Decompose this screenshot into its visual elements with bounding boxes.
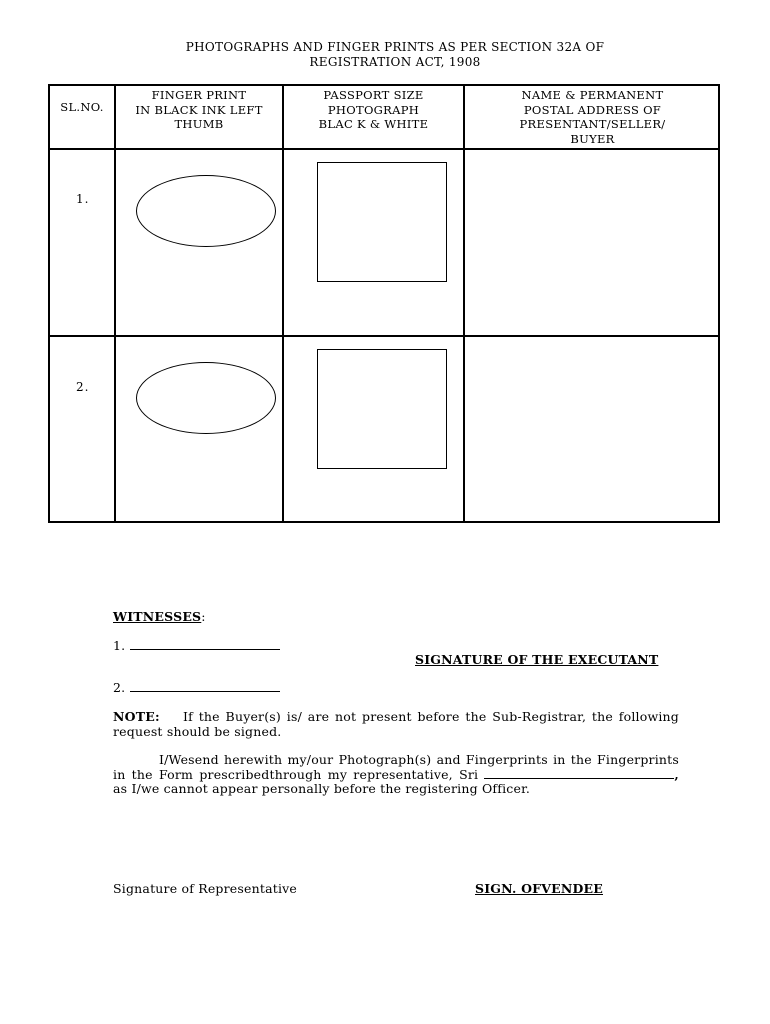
witness-2-line [130, 691, 280, 692]
note-paragraph [113, 710, 679, 739]
header-photo: PASSPORT SIZE PHOTOGRAPH BLAC K & WHITE [318, 88, 429, 131]
witness-1-number: 1. [113, 638, 126, 653]
request-text-2: as I/we cannot appear personally before the registering Officer. [113, 781, 531, 796]
witness-1 [113, 638, 280, 653]
row-divider [50, 148, 718, 150]
request-comma: , [674, 766, 679, 782]
header-slno: SL.NO. [60, 100, 104, 114]
column-divider [463, 86, 465, 521]
header-fingerprint: FINGER PRINT IN BLACK INK LEFT THUMB [135, 88, 263, 131]
photo-box-1 [317, 162, 447, 282]
request-paragraph [113, 753, 679, 797]
fingerprint-photo-table [48, 84, 720, 523]
witness-1-line [130, 649, 280, 650]
vendee-signature: SIGN. OFVENDEE [475, 881, 603, 896]
row-2-slno: 2. [76, 380, 90, 394]
header-name-address: NAME & PERMANENT POSTAL ADDRESS OF PRESENTANT/SELLER/ BUYER [519, 88, 666, 146]
signature-executant: SIGNATURE OF THE EXECUTANT [415, 652, 659, 667]
document-title [90, 40, 700, 70]
row-1-slno: 1. [76, 192, 90, 206]
thumb-print-area-1 [136, 175, 276, 247]
photo-box-2 [317, 349, 447, 469]
note-text: If the Buyer(s) is/ are not present before the Sub-Registrar, the following request should be signed. [113, 709, 679, 739]
request-text-1: I/Wesend herewith my/our Photograph(s) and Fingerprints in the Fingerprints in the Form prescribedthrough my representative, Sri [113, 752, 679, 782]
representative-signature: Signature of Representative [113, 881, 298, 896]
column-divider [114, 86, 116, 521]
witnesses-heading [113, 609, 206, 624]
witness-2-number: 2. [113, 680, 126, 695]
row-divider [50, 335, 718, 337]
note-label: NOTE: [113, 709, 160, 724]
column-divider [282, 86, 284, 521]
representative-name-line [484, 778, 674, 779]
witnesses-colon: : [201, 609, 206, 624]
thumb-print-area-2 [136, 362, 276, 434]
witnesses-label: WITNESSES [113, 609, 202, 624]
title-line-2: REGISTRATION ACT, 1908 [309, 55, 481, 69]
witness-2 [113, 680, 280, 695]
title-line-1: PHOTOGRAPHS AND FINGER PRINTS AS PER SECTION 32A OF [185, 40, 605, 54]
